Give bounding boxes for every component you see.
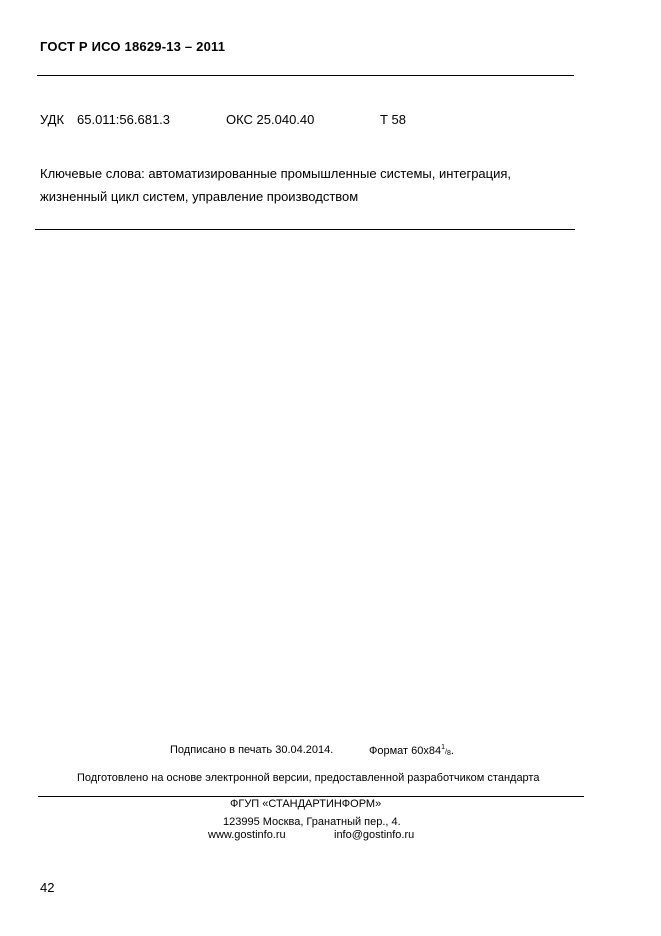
document-header: ГОСТ Р ИСО 18629-13 – 2011 (40, 39, 226, 54)
oks-code: ОКС 25.040.40 (226, 112, 315, 127)
udk-value: 65.011:56.681.3 (77, 112, 171, 127)
format-numerator: 1 (441, 744, 446, 751)
website-link[interactable]: www.gostinfo.ru (208, 829, 286, 841)
keywords-divider (35, 229, 575, 230)
email-link[interactable]: info@gostinfo.ru (334, 829, 415, 841)
print-format: Формат $60x84^1/_8$. (369, 744, 454, 757)
page-number: 42 (40, 880, 55, 895)
imprint-divider (38, 796, 584, 797)
signed-date: Подписано в печать 30.04.2014. (170, 744, 334, 756)
udk-label: УДК (40, 112, 65, 127)
format-prefix: Формат 60x84 (369, 745, 442, 757)
keywords-line-1: Ключевые слова: автоматизированные промышленные системы, интеграция, (40, 166, 512, 181)
t-code: Т 58 (380, 112, 407, 127)
keywords-line-2: жизненный цикл систем, управление производством (40, 189, 359, 204)
header-divider (37, 75, 574, 76)
publisher-name: ФГУП «СТАНДАРТИНФОРМ» (230, 798, 382, 810)
format-suffix: . (450, 745, 454, 757)
format-denominator: 8 (446, 750, 451, 757)
publisher-address: 123995 Москва, Гранатный пер., 4. (223, 816, 401, 828)
prepared-note: Подготовлено на основе электронной версии, предоставленной разработчиком стандарта (77, 772, 540, 784)
